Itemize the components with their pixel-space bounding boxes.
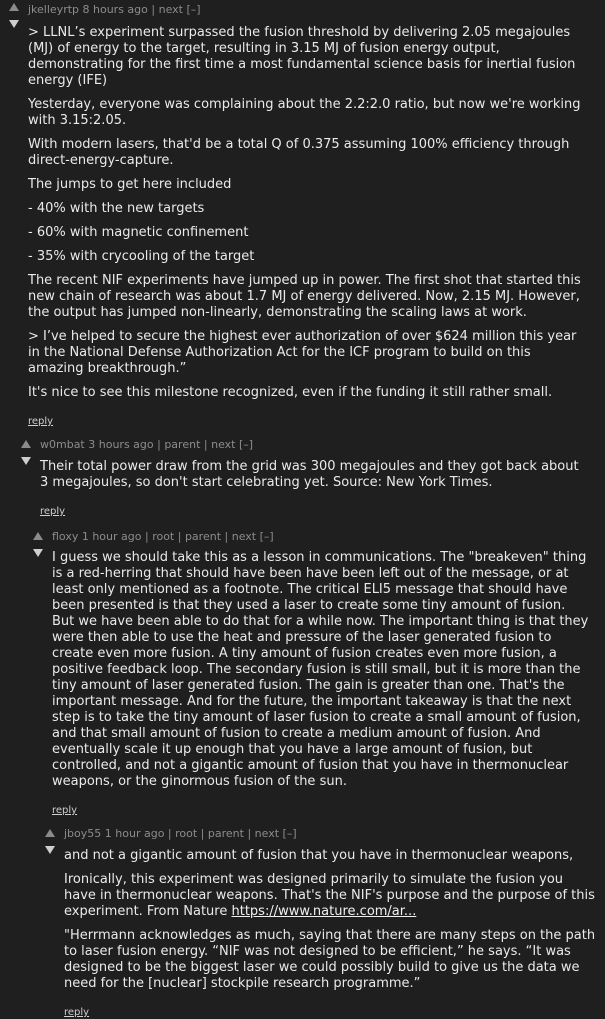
comment — [18, 438, 600, 518]
comment-age[interactable]: 3 hours ago — [88, 438, 154, 451]
parent-link[interactable]: parent — [207, 827, 244, 840]
comment-paragraph: "Herrmann acknowledges as much, saying that there are many steps on the path to laser fusion energy. “NIF was not designed to be efficient,” he says. “It was designed to be the biggest laser we could possibly build to give us the data we need for the [nuclear] stockpile research programme.” — [64, 928, 596, 991]
comment — [6, 0, 601, 428]
comment-author[interactable]: w0mbat — [40, 438, 85, 451]
next-link[interactable]: next [–] — [231, 530, 274, 543]
comment-meta: floxy 1 hour ago | root | parent | next [–] — [52, 530, 274, 543]
next-link[interactable]: next [–] — [254, 827, 297, 840]
comment-paragraph: - 35% with crycooling of the target — [28, 249, 255, 264]
next-link[interactable]: next [–] — [158, 3, 201, 16]
reply-link[interactable]: reply — [52, 805, 78, 816]
comment-paragraph: It's nice to see this milestone recognized, even if the funding it still rather small. — [28, 385, 553, 400]
comment-body — [64, 841, 596, 1019]
comment-age[interactable]: 1 hour ago — [104, 827, 165, 840]
nature-link[interactable]: https://www.nature.com/ar... — [231, 904, 417, 919]
downvote-icon[interactable] — [33, 549, 43, 557]
comment-paragraph: - 60% with magnetic confinement — [28, 225, 249, 240]
comment-paragraph: I guess we should take this as a lesson in communications. The "breakeven" thing is a red-herring that should have been have been left out of the message, or at least only mentioned as a footnote. The critical ELI5 message that should have been presented is that they used a laser to create some tiny amount of fusion. But we have been able to do that for a while now. The important thing is that they were then able to use the heat and pressure of the laser generated fusion to create even more fusion. A tiny amount of fusion creates even more fusion, a positive feedback loop. The secondary fusion is still small, but it is more than the tiny amount of laser generated fusion. The gain is greater than one. That's the important message. And for the future, the important takeaway is that the next step is to take the tiny amount of laser fusion to create a small amount of fusion, and that small amount of fusion to create a medium amount of fusion. And eventually scale it up enough that you have a large amount of fusion, but controlled, and not a gigantic amount of fusion that you have in thermonuclear weapons, or the ginormous fusion of the sun. — [52, 550, 589, 789]
comment-paragraph: > I’ve helped to secure the highest ever authorization of over $624 million this year in the National Defense Authorization Act for the ICF program to build on this amazing breakthrough.” — [28, 329, 577, 376]
comment-meta: jkelleyrtp 8 hours ago | next [–] — [28, 3, 201, 16]
comment-meta: jboy55 1 hour ago | root | parent | next [–] — [64, 827, 297, 840]
reply-link[interactable]: reply — [28, 416, 54, 427]
comment-paragraph: - 40% with the new targets — [28, 201, 205, 216]
comment-paragraph: With modern lasers, that'd be a total Q of 0.375 assuming 100% efficiency through direct-energy-capture. — [28, 137, 570, 168]
comment-body — [28, 17, 588, 428]
upvote-icon[interactable] — [45, 829, 55, 837]
comment-meta: w0mbat 3 hours ago | parent | next [–] — [40, 438, 254, 451]
downvote-icon[interactable] — [45, 846, 55, 854]
comment-paragraph: and not a gigantic amount of fusion that you have in thermonuclear weapons, — [64, 848, 574, 863]
comment-paragraph: > LLNL’s experiment surpassed the fusion threshold by delivering 2.05 megajoules (MJ) of energy to the target, resulting in 3.15 MJ of fusion energy output, demonstrating for the first time a most fundamental science basis for inertial fusion energy (IFE) — [28, 25, 576, 88]
vote-controls — [6, 3, 22, 28]
comment-age[interactable]: 8 hours ago — [82, 3, 148, 16]
comment-author[interactable]: floxy — [52, 530, 79, 543]
comment-paragraph: Yesterday, everyone was complaining about the 2.2:2.0 ratio, but now we're working with 3.15:2.05. — [28, 97, 581, 128]
reply-link[interactable]: reply — [40, 506, 66, 517]
root-link[interactable]: root — [175, 827, 198, 840]
vote-controls — [18, 440, 34, 465]
comment — [42, 827, 600, 1019]
upvote-icon[interactable] — [21, 440, 31, 448]
parent-link[interactable]: parent — [184, 530, 222, 543]
comment-author[interactable]: jboy55 — [64, 827, 102, 840]
comment-paragraph — [64, 872, 596, 920]
vote-controls — [30, 532, 46, 557]
comment-paragraph: Their total power draw from the grid was 300 megajoules and they got back about 3 megajoules, so don't start celebrating yet. Source: New York Times. — [40, 459, 579, 490]
upvote-icon[interactable] — [33, 532, 43, 540]
comment-body — [40, 452, 580, 518]
downvote-icon[interactable] — [21, 457, 31, 465]
parent-link[interactable]: parent — [164, 438, 201, 451]
vote-controls — [42, 829, 58, 854]
comment-paragraph: The jumps to get here included — [28, 177, 232, 192]
comment-paragraph: The recent NIF experiments have jumped up in power. The first shot that started this new chain of research was about 1.7 MJ of energy delivered. Now, 2.15 MJ. However, the output has jumped non-linearly, demonstrating the scaling laws at work. — [28, 273, 581, 320]
comment-author[interactable]: jkelleyrtp — [28, 3, 80, 16]
root-link[interactable]: root — [152, 530, 175, 543]
upvote-icon[interactable] — [9, 3, 19, 11]
reply-link[interactable]: reply — [64, 1007, 90, 1018]
next-link[interactable]: next [–] — [211, 438, 254, 451]
comment-text: Ironically, this experiment was designed primarily to simulate the fusion you have in thermonuclear weapons. That's the NIF's purpose and the purpose of this experiment. From Nature — [64, 872, 595, 919]
comment — [30, 530, 600, 817]
downvote-icon[interactable] — [9, 20, 19, 28]
comment-body — [52, 544, 590, 817]
comment-age[interactable]: 1 hour ago — [81, 530, 142, 543]
